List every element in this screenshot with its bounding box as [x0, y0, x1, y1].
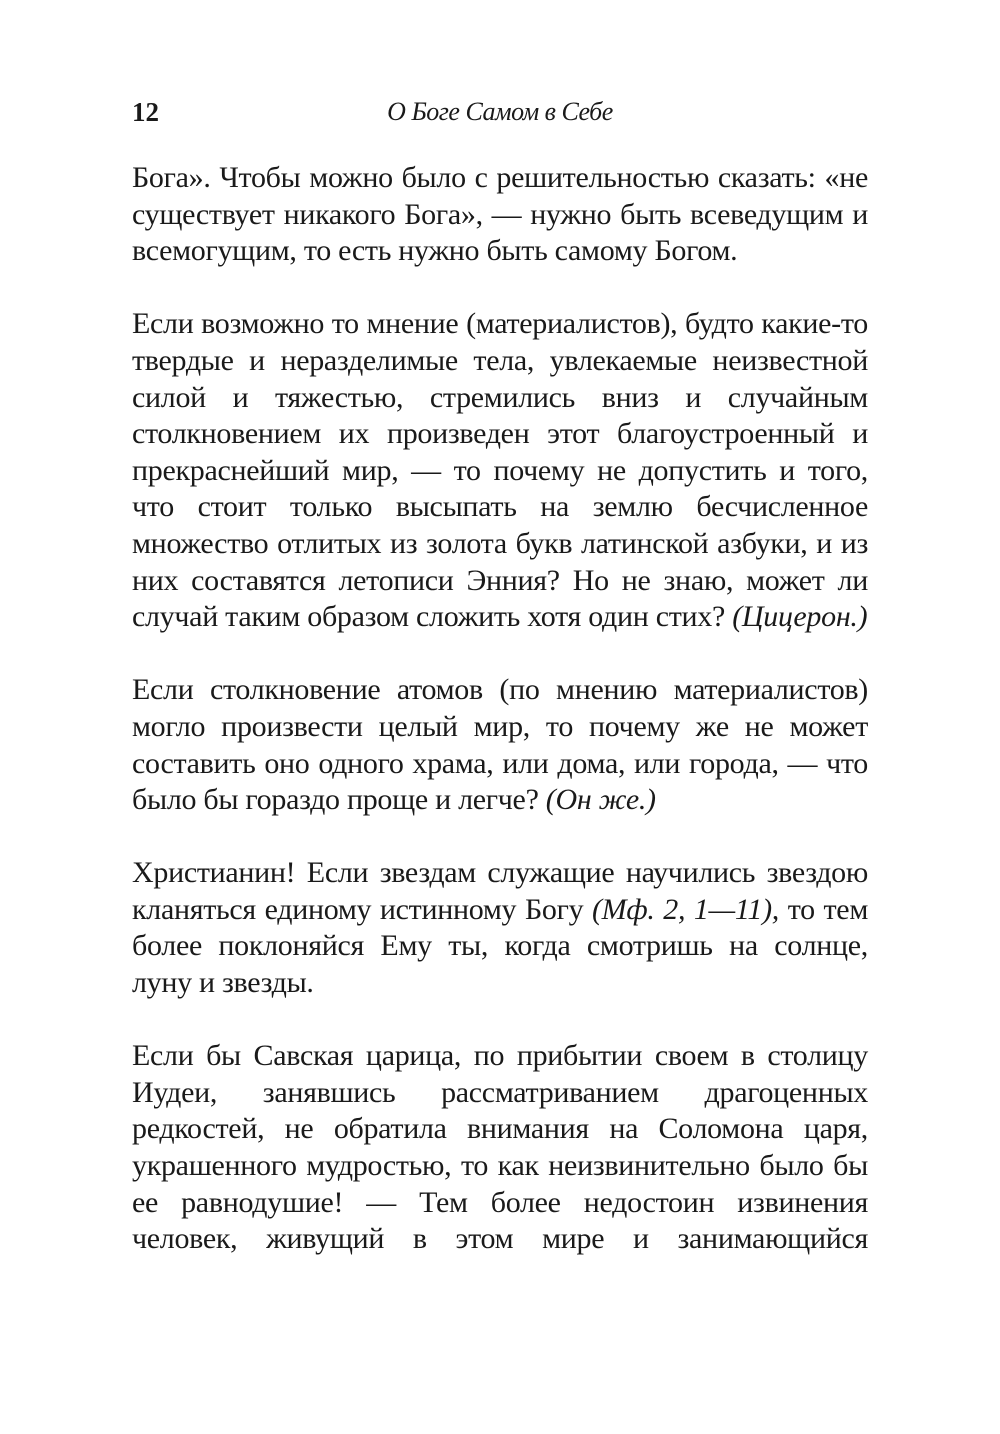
paragraph-1: [132, 160, 868, 270]
paragraph-4-text-after: то тем более поклоняйся Ему ты, когда смотришь на солнце, луну и звезды.: [132, 892, 869, 1000]
paragraph-1-text: Бога». Чтобы можно было с решительностью сказать: «не существует никакого Бога», — нужно быть всеведущим и всемогущим, то есть нужно быть самому Богом.: [132, 161, 868, 268]
page-header: [132, 92, 868, 132]
citation-matthew: (Мф. 2, 1—11),: [591, 892, 779, 926]
running-title: О Боге Самом в Себе: [387, 97, 613, 126]
paragraph-5: [132, 1038, 868, 1258]
paragraph-4-text-before: Христианин! Если звездам служащие научились звездою кланяться единому истинному Богу: [132, 856, 868, 926]
paragraph-2: [132, 306, 868, 635]
page-body: [132, 160, 868, 1258]
paragraph-5-text: Если бы Савская царица, по прибытии своем в столицу Иудеи, занявшись рассматриванием драгоценных редкостей, не обратила внимания на Соломона царя, украшенного мудростью, то как неизвинительно было бы ее равнодушие! — Тем более недостоин извинения человек, живущий в этом мире и занимающийся: [132, 1039, 868, 1256]
paragraph-2-text: Если возможно то мнение (материалистов), будто какие-то твердые и неразделимые тела, увлекаемые неизвестной силой и тяжестью, стремились вниз и случайным столкновением их произведен этот благоустроенный и прекраснейший мир, — то почему не допустить и того, что стоит только высыпать на землю бесчисленное множество отлитых из золота букв латинской азбуки, и из них составятся летописи Энния? Но не знаю, может ли случай таким образом сложить хотя один стих?: [132, 307, 868, 634]
citation-same-author: (Он же.): [545, 783, 656, 817]
page-number: 12: [132, 97, 159, 127]
paragraph-4: [132, 855, 868, 1001]
paragraph-3-text: Если столкновение атомов (по мнению материалистов) могло произвести целый мир, то почему же не может составить оно одного храма, или дома, или города, — что было бы гораздо проще и легче?: [132, 673, 868, 817]
paragraph-3: [132, 672, 868, 818]
citation-cicero: (Цицерон.): [732, 600, 868, 634]
